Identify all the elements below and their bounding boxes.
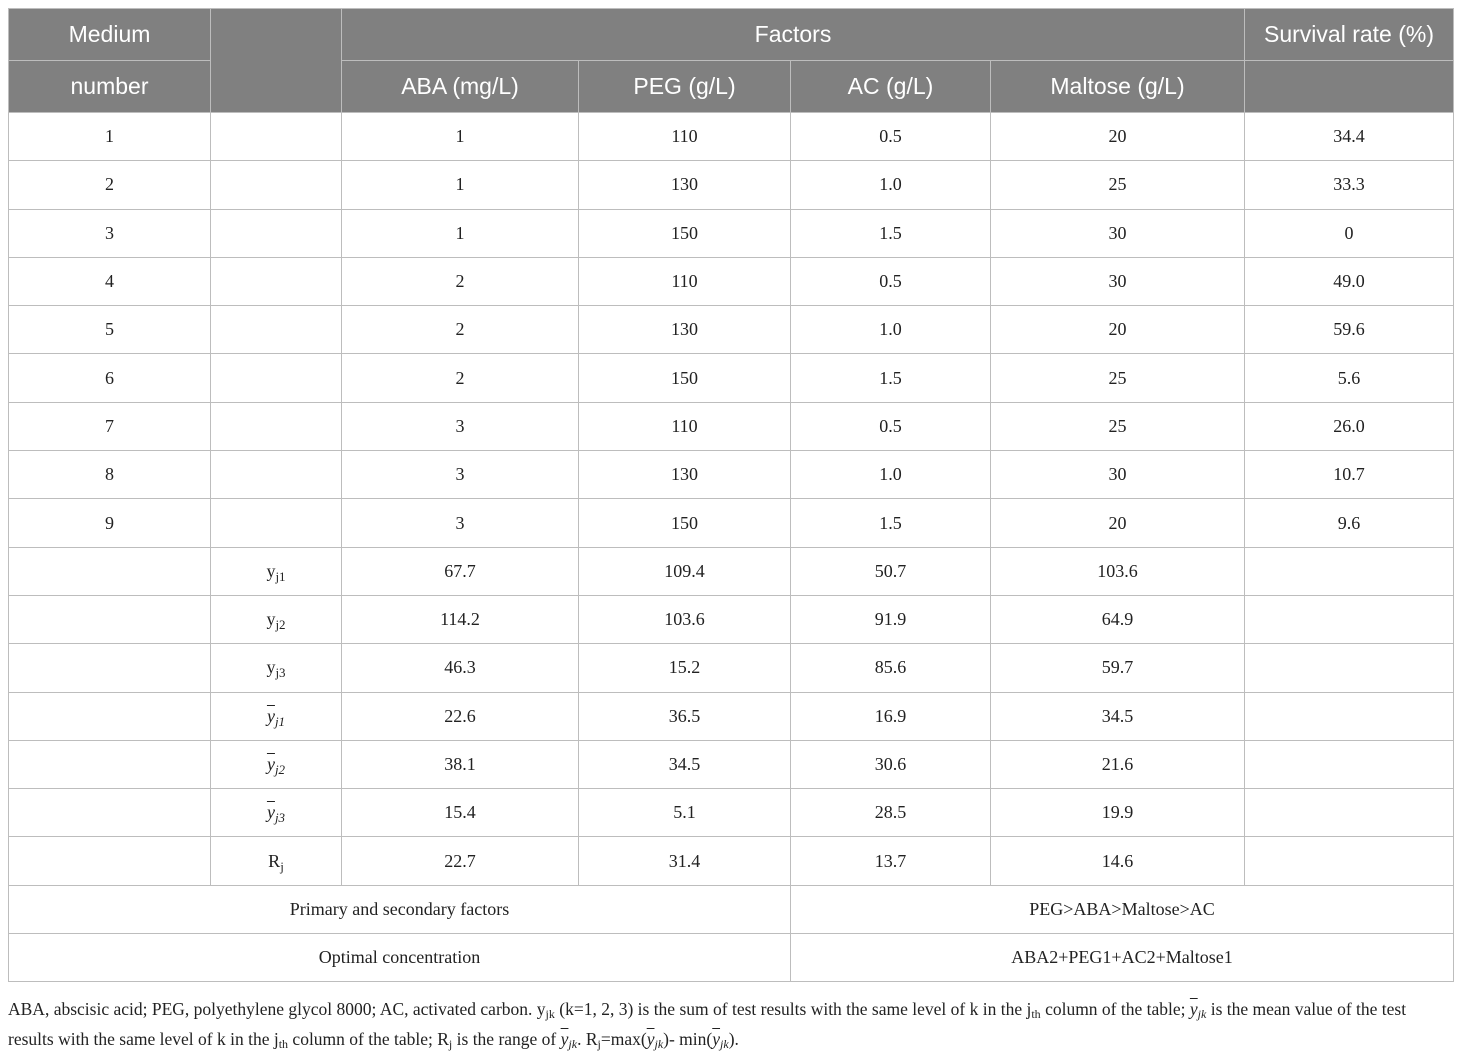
footnote-ybar: $\overline{y}$ [712, 1029, 721, 1049]
cell-peg: 110 [579, 113, 791, 161]
cell-blank [1245, 789, 1454, 837]
cell-maltose: 30 [991, 257, 1245, 305]
cell-aba: 22.6 [342, 692, 579, 740]
cell-aba: 22.7 [342, 837, 579, 885]
summary-row [9, 934, 1454, 982]
cell-medium-number: 1 [9, 113, 211, 161]
cell-maltose: 14.6 [991, 837, 1245, 885]
cell-aba: 114.2 [342, 595, 579, 643]
stat-row [9, 740, 1454, 788]
cell-blank [9, 789, 211, 837]
cell-blank [9, 595, 211, 643]
footnote-subscript: jk [720, 1037, 729, 1051]
cell-blank [1245, 692, 1454, 740]
cell-blank [211, 354, 342, 402]
table-row [9, 209, 1454, 257]
stat-label [211, 740, 342, 788]
cell-maltose: 20 [991, 113, 1245, 161]
cell-peg: 5.1 [579, 789, 791, 837]
cell-survival: 0 [1245, 209, 1454, 257]
cell-ac: 50.7 [791, 547, 991, 595]
footnote-text: is the range of [452, 1029, 561, 1049]
cell-ac: 13.7 [791, 837, 991, 885]
cell-medium-number: 9 [9, 499, 211, 547]
cell-maltose: 64.9 [991, 595, 1245, 643]
cell-blank [1245, 837, 1454, 885]
cell-medium-number: 7 [9, 402, 211, 450]
footnote-subscript: j [448, 1037, 453, 1051]
cell-survival: 34.4 [1245, 113, 1454, 161]
cell-blank [9, 547, 211, 595]
cell-peg: 130 [579, 161, 791, 209]
cell-aba: 1 [342, 113, 579, 161]
footnote-subscript: jk [1197, 1007, 1207, 1021]
stat-label [211, 547, 342, 595]
cell-aba: 2 [342, 354, 579, 402]
header-aba: ABA (mg/L) [342, 61, 579, 113]
header-blank [211, 9, 342, 113]
cell-medium-number: 8 [9, 451, 211, 499]
footnote-text: ). [728, 1029, 739, 1049]
cell-blank [1245, 644, 1454, 692]
cell-aba: 46.3 [342, 644, 579, 692]
table-row [9, 354, 1454, 402]
cell-maltose: 34.5 [991, 692, 1245, 740]
cell-peg: 130 [579, 451, 791, 499]
cell-maltose: 103.6 [991, 547, 1245, 595]
table-row [9, 499, 1454, 547]
footnote-subscript: j [597, 1037, 601, 1051]
orthogonal-design-table [8, 8, 1454, 982]
cell-blank [1245, 547, 1454, 595]
footnote-subscript: jk [568, 1037, 578, 1051]
cell-maltose: 30 [991, 209, 1245, 257]
footnote-ybar: $\overline{y}$ [560, 1029, 569, 1049]
cell-ac: 91.9 [791, 595, 991, 643]
footnote-text: (k=1, 2, 3) is the sum of test results with the same level of k in the j [554, 999, 1032, 1019]
cell-aba: 67.7 [342, 547, 579, 595]
cell-medium-number: 5 [9, 306, 211, 354]
cell-aba: 38.1 [342, 740, 579, 788]
cell-ac: 0.5 [791, 113, 991, 161]
header-number: number [9, 61, 211, 113]
cell-ac: 1.5 [791, 499, 991, 547]
cell-blank [211, 451, 342, 499]
table-row [9, 257, 1454, 305]
cell-peg: 110 [579, 257, 791, 305]
stat-subscript: j2 [274, 762, 286, 777]
stat-symbol: R [268, 850, 281, 871]
summary-label: Primary and secondary factors [9, 885, 791, 933]
stat-subscript: j2 [275, 617, 286, 633]
footnote-text: ABA, abscisic acid; PEG, polyethylene glycol 8000; AC, activated carbon. y [8, 999, 546, 1019]
cell-survival: 5.6 [1245, 354, 1454, 402]
cell-aba: 3 [342, 451, 579, 499]
stat-row [9, 837, 1454, 885]
header-factors: Factors [342, 9, 1245, 61]
footnote-ybar: $\overline{y}$ [646, 1029, 655, 1049]
cell-medium-number: 6 [9, 354, 211, 402]
stat-row [9, 644, 1454, 692]
cell-maltose: 30 [991, 451, 1245, 499]
cell-aba: 2 [342, 257, 579, 305]
cell-blank [211, 161, 342, 209]
footnote-text: )- min( [663, 1029, 713, 1049]
footnote-subscript: th [278, 1037, 289, 1051]
summary-row [9, 885, 1454, 933]
cell-medium-number: 4 [9, 257, 211, 305]
stat-label [211, 644, 342, 692]
stat-symbol: y [266, 657, 276, 678]
cell-blank [211, 306, 342, 354]
cell-aba: 2 [342, 306, 579, 354]
header-survival-rate: Survival rate (%) [1245, 9, 1454, 61]
footnote-subscript: jk [545, 1007, 555, 1021]
cell-peg: 110 [579, 402, 791, 450]
cell-ac: 0.5 [791, 402, 991, 450]
stat-subscript: j3 [275, 665, 286, 681]
cell-ac: 85.6 [791, 644, 991, 692]
cell-aba: 1 [342, 161, 579, 209]
stat-subscript: j1 [275, 568, 286, 584]
cell-blank [9, 692, 211, 740]
cell-aba: 3 [342, 499, 579, 547]
cell-peg: 109.4 [579, 547, 791, 595]
cell-maltose: 25 [991, 161, 1245, 209]
header-maltose: Maltose (g/L) [991, 61, 1245, 113]
cell-peg: 36.5 [579, 692, 791, 740]
cell-peg: 15.2 [579, 644, 791, 692]
cell-aba: 15.4 [342, 789, 579, 837]
stat-row [9, 789, 1454, 837]
cell-maltose: 21.6 [991, 740, 1245, 788]
table-header [9, 9, 1454, 113]
stat-subscript: j1 [274, 713, 286, 729]
stat-row [9, 692, 1454, 740]
cell-ac: 28.5 [791, 789, 991, 837]
header-peg: PEG (g/L) [579, 61, 791, 113]
stat-label [211, 789, 342, 837]
cell-ac: 0.5 [791, 257, 991, 305]
cell-blank [211, 257, 342, 305]
table-row [9, 451, 1454, 499]
summary-value: ABA2+PEG1+AC2+Maltose1 [791, 934, 1454, 982]
cell-medium-number: 2 [9, 161, 211, 209]
cell-ac: 1.5 [791, 354, 991, 402]
header-ac: AC (g/L) [791, 61, 991, 113]
cell-blank [9, 644, 211, 692]
cell-medium-number: 3 [9, 209, 211, 257]
cell-aba: 3 [342, 402, 579, 450]
stat-row [9, 547, 1454, 595]
footnote-text: column of the table; [1040, 999, 1190, 1019]
cell-survival: 26.0 [1245, 402, 1454, 450]
cell-peg: 150 [579, 354, 791, 402]
table-row [9, 161, 1454, 209]
footnote-text: . R [577, 1029, 598, 1049]
cell-ac: 1.5 [791, 209, 991, 257]
cell-maltose: 59.7 [991, 644, 1245, 692]
cell-aba: 1 [342, 209, 579, 257]
cell-survival: 33.3 [1245, 161, 1454, 209]
summary-label: Optimal concentration [9, 934, 791, 982]
cell-ac: 1.0 [791, 306, 991, 354]
cell-blank [211, 113, 342, 161]
stat-label [211, 692, 342, 740]
cell-blank [9, 837, 211, 885]
stat-symbol: y [266, 609, 276, 630]
cell-blank [1245, 595, 1454, 643]
cell-peg: 34.5 [579, 740, 791, 788]
cell-blank [211, 402, 342, 450]
header-medium: Medium [9, 9, 211, 61]
cell-survival: 10.7 [1245, 451, 1454, 499]
cell-ac: 1.0 [791, 161, 991, 209]
footnote-subscript: th [1031, 1007, 1041, 1021]
stat-symbol-mean: $\overline{y}$ [266, 705, 275, 726]
table-body [9, 113, 1454, 982]
cell-ac: 1.0 [791, 451, 991, 499]
cell-ac: 30.6 [791, 740, 991, 788]
footnote-ybar: $\overline{y}$ [1189, 999, 1198, 1019]
table-row [9, 306, 1454, 354]
footnote-text: column of the table; R [288, 1029, 449, 1049]
stat-symbol-mean: $\overline{y}$ [266, 802, 275, 823]
cell-survival: 49.0 [1245, 257, 1454, 305]
table-footnote [8, 995, 1456, 1055]
table-container [8, 8, 1453, 982]
cell-maltose: 25 [991, 402, 1245, 450]
cell-peg: 130 [579, 306, 791, 354]
stat-symbol-mean: $\overline{y}$ [266, 754, 275, 774]
stat-label [211, 837, 342, 885]
summary-value: PEG>ABA>Maltose>AC [791, 885, 1454, 933]
stat-subscript: j [280, 858, 284, 874]
footnote-subscript: jk [654, 1037, 664, 1051]
stat-row [9, 595, 1454, 643]
cell-ac: 16.9 [791, 692, 991, 740]
cell-peg: 103.6 [579, 595, 791, 643]
cell-survival: 59.6 [1245, 306, 1454, 354]
footnote-text: is the mean value of the test results with the same level of k in the j [8, 999, 1407, 1049]
footnote-text: =max( [600, 1029, 647, 1049]
cell-maltose: 25 [991, 354, 1245, 402]
cell-blank [1245, 740, 1454, 788]
stat-label [211, 595, 342, 643]
stat-subscript: j3 [274, 810, 286, 826]
cell-survival: 9.6 [1245, 499, 1454, 547]
cell-maltose: 19.9 [991, 789, 1245, 837]
cell-blank [211, 499, 342, 547]
cell-blank [9, 740, 211, 788]
cell-peg: 150 [579, 209, 791, 257]
cell-peg: 31.4 [579, 837, 791, 885]
stat-symbol: y [266, 560, 276, 581]
cell-blank [211, 209, 342, 257]
cell-maltose: 20 [991, 499, 1245, 547]
table-row [9, 113, 1454, 161]
cell-peg: 150 [579, 499, 791, 547]
header-survival-blank [1245, 61, 1454, 113]
cell-maltose: 20 [991, 306, 1245, 354]
table-row [9, 402, 1454, 450]
